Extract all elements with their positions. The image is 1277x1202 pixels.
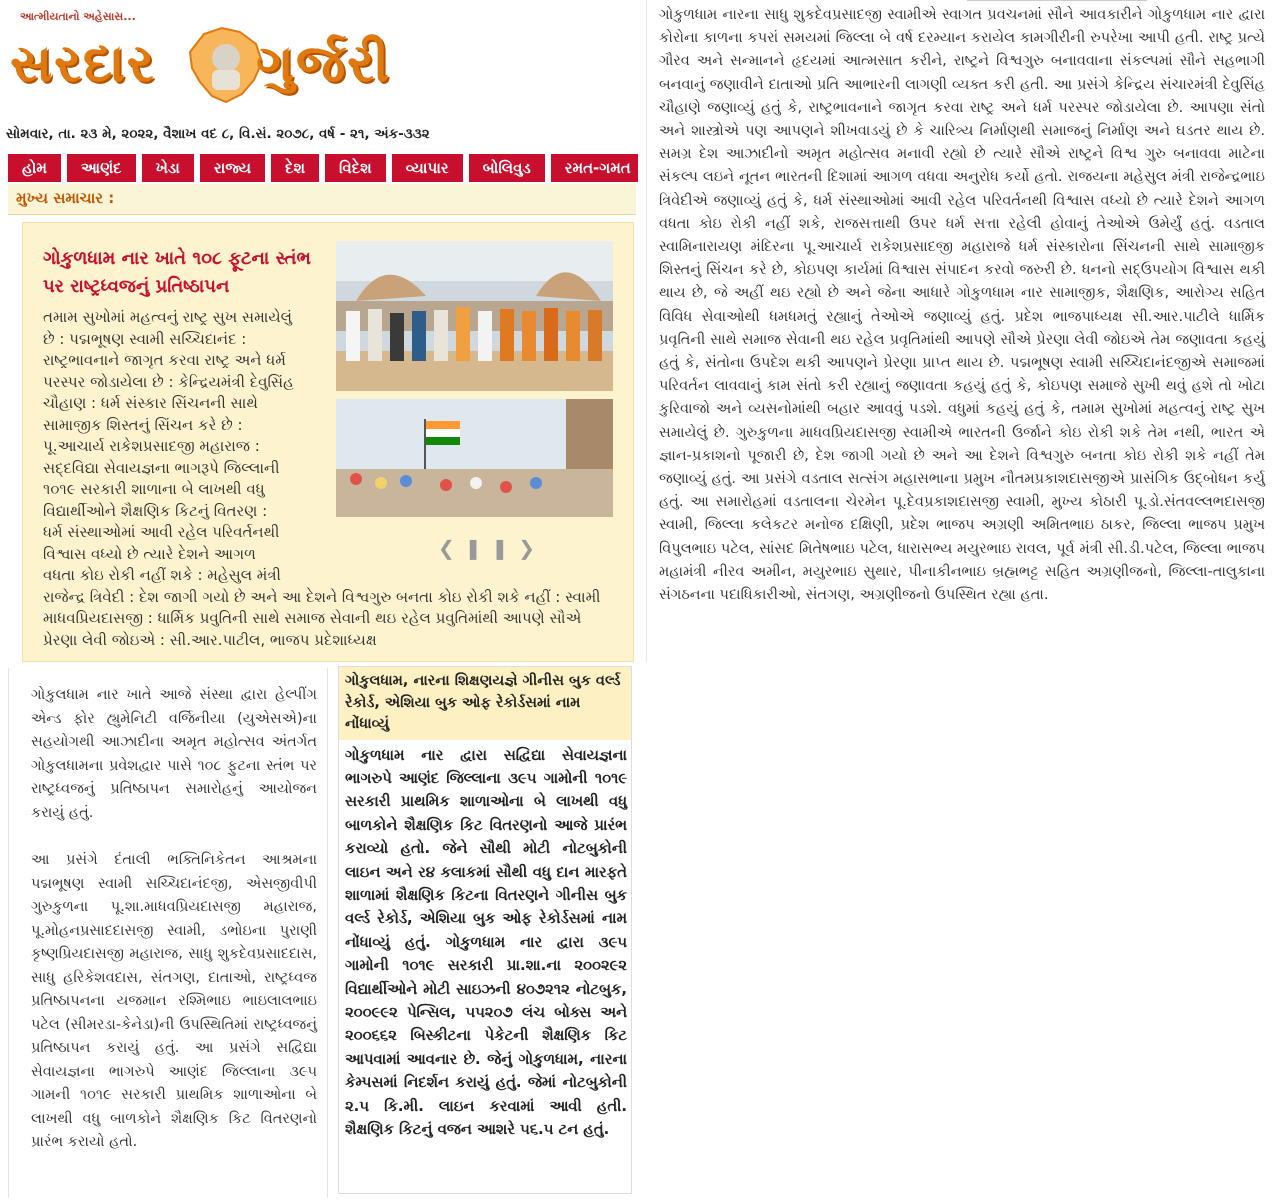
article-paragraph: આ પ્રસંગે દંતાલી ભક્તિનિકેતન આશ્રમના પદ્મભૂષણ સ્વામી સચ્ચિદાનંદજી, એસજીવીપી ગુરુકુળના પૂ.શા.માધવપ્રિયદાસજી મહારાજ, પૂ.મોહનપ્રસાદદાસજી સ્વામી, ડભોઇના પુરાણી કૃષ્ણપ્રિયદાસજી મહારાજ, સાધુ શુકદેવપ્રસાદદાસ, સાધુ હરિકેશવદાસ, સંતગણ, દાતાઓ, રાષ્ટ્રધ્વજ પ્રતિષ્ઠાપનના યજમાન રશ્મિભાઇ ભાઇલાલભાઇ પટેલ (સીમરડા-કેનેડા)ની ઉપસ્થિતિમાં રાષ્ટ્રધ્વજનું પ્રતિષ્ઠાપન કરાયું હતું. આ પ્રસંગે સદ્વિદ્યા સેવાયજ્ઞના ભાગરુપે આણંદ જિલ્લાના ૩૯૫ ગામની ૧૦૧૯ સરકારી પ્રાથમિક શાળાઓના બે લાખથી વધુ બાળકોને શૈક્ષણિક કિટ વિતરણનો પ્રારંભ કરાયો હતો. [31,852,317,1150]
summary-line: પરસ્પર જોડાયેલા છે : કેન્દ્રિયમંત્રી દેવુસિંહ [43,372,294,391]
summary-line: વિશ્વાસ વધ્યો છે ત્યારે દેશને આગળ [43,544,256,563]
pause-icon[interactable]: ❚❚ [464,536,519,560]
article-middle-column [338,666,632,1194]
summary-line: વિદ્યાર્થીઓને શૈક્ષણિક કિટનું વિતરણ : [43,501,268,520]
article-paragraph: ગોકુલધામ નાર ખાતે આજે સંસ્થા દ્વારા હેલ્પીંગ એન્ડ ફોર હ્યુમેનિટી વર્જિનીયા (યુએસએ)ના સહયોગથી આઝાદીના અમૃત મહોત્સવ અંતર્ગત ગોકુલધામના પ્રવેશદ્વાર પાસે ૧૦૮ ફુટના સ્તંભ પર રાષ્ટ્રધ્વજનું પ્રતિષ્ઠાપન સમારોહનું આયોજન કરાયું હતું. [31,687,317,821]
summary-tail: રાજેન્દ્ર ત્રિવેદી : દેશ જાગી ગયો છે અને આ દેશને વિશ્વગુરુ બનતા કોઇ રોકી શકે નહીં : સ્વામી માધવપ્રિયદાસજી : ધાર્મિક પ્રવુતિની સાથે સમાજ સેવાની થઇ રહેલ પ્રવુતિમાંથી આપણે સૌએ પ્રેરણા લેવી જોઇએ : સી.આર.પાટીલ, ભાજપ પ્રદેશાધ્યક્ષ [43,587,601,649]
tagline: આત્મીયતાનો અહેસાસ... [20,10,136,23]
nav-item-world[interactable]: વિદેશ [325,154,386,182]
divider [967,0,1147,1]
summary-line: તમામ સુખોમાં મહત્વનું રાષ્ટ્ર સુખ સમાયેલું [43,308,292,326]
nav-item-anand[interactable]: આણંદ [67,154,136,182]
article-paragraph: ગોકુળધામ નારના સાધુ શુકદેવપ્રસાદજી સ્વામીએ સ્વાગત પ્રવચનમાં સૌને આવકારીને ગોકુળધામ નાર દ્વારા કોરોના કાળના કપરાં સમયમાં જિલ્લા બે વર્ષ દરમ્યાન કરાયેલ કામગીરીની રુપરેખા આપી હતી. રાષ્ટ્ર પ્રત્યે ગૌરવ અને સન્માનને હૃદયમાં આત્મસાત કરીને, રાષ્ટ્રને વિશ્વગુરુ બનાવવાના સંકલ્પમાં સૌને સહભાગી બનવાનું જણાવીને દાતાઓ પ્રતિ આભારની લાગણી વ્યક્ત કરી હતી. આ પ્રસંગે કેન્દ્રિય સંચારમંત્રી દેવુસિંહ ચૌહાણે જણાવ્યું હતું કે, રાષ્ટ્રભાવનાને જાગૃત કરવા રાષ્ટ્ર અને ધર્મ પરસ્પર જોડાયેલા છે. આપણા સંતો અને શાસ્ત્રોએ પણ આપણને શીખવાડયું છે કે ચારિત્ર્ય નિર્માણથી સમાજનું નિર્માણ અને ઘડતર થાય છે. સમગ્ર દેશ આઝાદીનો અમૃત મહોત્સવ મનાવી રહ્યો છે ત્યારે સૌએ રાષ્ટ્રને વિશ્વ ગુરુ બનાવવા માટેના સંકલ્પ લઇને નૂતન ભારતની દિશામાં આગળ વધવા અનુરોધ કર્યો હતો. રાજયના મહેસુલ મંત્રી રાજેન્દ્રભાઇ ત્રિવેદીએ જણાવ્યું હતું કે, ધર્મ સંસ્થાઓમાં આવી રહેલ પરિવર્તનથી વિશ્વાસ વધ્યો છે ત્યારે દેશને આગળ વધતા કોઇ રોકી નહીં શકે, રાજસત્તાથી ઉપર ધર્મ સત્તા રહેલી હોવાનું તેઓએ ઉમેર્યું હતું. વડતાલ સ્વામિનારાયણ મંદિરના પૂ.આચાર્ય રાકેશપ્રસાદજી મહારાજે ધર્મ સંસ્કારોના સિંચનની સાથે સામાજીક શિસ્તનું સિંચન કરે છે, કોઇપણ કાર્યમાં વિશ્વાસ સંપાદન કરવો જરુરી છે. ધનનો સદ્ઉપયોગ વિશ્વાસ થકી થાય છે, જે અહીં થઇ રહ્યો છે અને જેના આધારે ગોકુળધામ નાર સામાજીક, શૈક્ષણિક, આરોગ્ય સહિત વિવિધ સેવાઓથી ધમધમતું રહ્યાનું તેઓએ જણાવ્યું હતું. પ્રદેશ ભાજપાધ્યક્ષ સી.આર.પાટીલે ધાર્મિક પ્રવૃતિની સાથે સમાજ સેવાની થઇ રહેલ પ્રવૃતિમાંથી આપણે સૌએ પ્રેરણા લેવી જોઇએ તેમ જણાવતા કહયું હતું કે, સંતોના ઉપદેશ થકી આપણને પ્રેરણા પ્રાપ્ત થાય છે. પદ્મભૂષણ સ્વામી સચ્ચિદાનંદજીએ સમાજમાં પરિવર્તન લાવવાનું કામ સંતો કરી રહ્યાનું જણાવતા કહયું હતું કે, કોઇપણ સમાજે સુખી થવું હશે તો ખોટા કુરિવાજો અને વ્યસનોમાંથી બહાર આવવું પડશે. વધુમાં કહયું હતું કે, તમામ સુખોમાં મહત્વનું રાષ્ટ્ર સુખ સમાયેલું છે. ગુરુકુળના માધવપ્રિયદાસજી સ્વામીએ ભારતની ઉર્જાને કોઇ રોકી શકે તેમ નથી, ભારત એ જ્ઞાન-પ્રકાશનો પૂજારી છે, દેશ જાગી ગયો છે અને આ દેશને વિશ્વગુરુ બનતા કોઇ રોકી શકે નહીં તેમ જણાવ્યું હતું. આ પ્રસંગે વડતાલ સત્સંગ મહાસભાના પ્રમુખ નૌતમપ્રકાશદાસજીએ પ્રાસંગિક ઉદ્બોધન કર્યુ હતું. આ સમારોહમાં વડતાલના ચેરમેન પૂ.દેવપ્રકાશદાસજી સ્વામી, મુખ્ય કોઠારી પૂ.ડો.સંતવલ્લભદાસજી સ્વામી, જિલ્લા કલેકટર મનોજ દક્ષિણી, પ્રદેશ ભાજપ અગ્રણી અમિતભાઇ ઠાકર, જિલ્લા ભાજપ પ્રમુખ વિપુલભાઇ પટેલ, સાંસદ મિતેષભાઇ પટેલ, ધારાસભ્ય મયુરભાઇ રાવલ, પૂર્વ મંત્રી સી.ડી.પટેલ, જિલ્લા ભાજપ મહામંત્રી નીરવ અમીન, મયુરભાઇ સુથાર, પીનાકીનભાઇ બ્રહ્મભટ્ટ સહિત અગ્રણીજનો, જિલ્લા-તાલુકાના સંગઠનના પદાધિકારીઓ, સંતગણ, અગ્રણીજનો ઉપસ્થિત રહ્યા હતા. [659,7,1265,604]
summary-line: રાષ્ટ્રભાવનાને જાગૃત કરવા રાષ્ટ્ર અને ધર્મ [43,351,286,369]
sub-article-headline[interactable]: ગોકુલધામ, નારના શિક્ષણયજ્ઞે ગીનીસ બુક વર્લ્ડ રેકોર્ડ, એશિયા બુક ઓફ રેકોર્ડસમાં નામ નોંધાવ્યું [339,667,631,740]
section-label: મુખ્ય સમાચાર : [16,189,115,207]
article-left-column [8,668,328,1198]
chevron-right-icon[interactable]: ❯ [518,536,546,560]
nav-item-state[interactable]: રાજ્ય [200,154,265,182]
nav-item-bollywood[interactable]: બોલિવુડ [469,154,545,182]
summary-line: સદ્દવિદ્યા સેવાયજ્ઞના ભાગરૂપે જિલ્લાની [43,458,280,477]
sub-article-body: ગોકુળધામ નાર દ્વારા સદ્વિદ્યા સેવાયજ્ઞના ભાગરુપે આણંદ જિલ્લાના ૩૯૫ ગામોની ૧૦૧૯ સરકારી પ્રાથમિક શાળાઓના બે લાખથી વધુ બાળકોને શૈક્ષણિક કિટ વિતરણનો આજે પ્રારંભ કરાવ્યો હતો. જેને સૌથી મોટી નોટબુકોની લાઇન અને ર૪ કલાકમાં સૌથી વધુ દાન મારફતે શાળામાં શૈક્ષણિક કિટના વિતરણને ગીનીસ બુક વર્લ્ડ રેકોર્ડ, એશિયા બુક ઓફ રેકોર્ડસમાં નામ નોંધાવ્યું હતું. ગોકુળધામ નાર દ્વારા ૩૯૫ ગામોની ૧૦૧૯ સરકારી પ્રા.શા.ના ૨૦૦૨૯૨ વિદ્યાર્થીઓને મોટી સાઇઝની ૪૦૭૨૧૨ નોટબુક, ૨૦૦૯૯૨ પેન્સિલ, ૫૫૨૦૭ લંચ બોક્સ અને ૨૦૦૬૬૨ બિસ્કીટના પેકેટની શૈક્ષણિક કિટ આપવામાં આવનાર છે. જેનું ગોકુળધામ, નારના કેમ્પસમાં નિદર્શન કરાયું હતું. જેમાં નોટબુકોની ૨.૫ કિ.મી. લાઇન કરવામાં આવી હતી. શૈક્ષણિક કિટનું વજન આશરે ૫૬.૫ ટન હતું. [345,746,627,1138]
logo-word-gurjari: ગુર્જરી [256,34,391,94]
section-bar [8,184,636,215]
logo-word-sardar: સરદાર [10,34,156,94]
nav-item-business[interactable]: વ્યાપાર [392,154,463,182]
nav-item-home[interactable]: હોમ [8,154,61,182]
masthead-logo[interactable] [6,4,438,116]
nav-item-country[interactable]: દેશ [271,154,319,182]
main-nav [8,154,638,182]
summary-line: પૂ.આચાર્ય રાકેશપ્રસાદજી મહારાજ : [43,437,260,455]
summary-line: ધર્મ સંસ્થાઓમાં આવી રહેલ પરિવર્તનથી [43,523,280,541]
featured-story [22,222,634,662]
nav-item-sports[interactable]: રમત-ગમત [551,154,638,182]
summary-line: ચૌહાણ : ધર્મ સંસ્કાર સિંચનની સાથે [43,394,258,412]
summary-line: છે : પદ્મભૂષણ સ્વામી સચ્ચિદાનંદ : [43,329,247,348]
article-right-column [646,0,1269,662]
dateline: સોમવાર, તા. ૨૩ મે, ૨૦૨૨, વૈશાખ વદ ૮, વિ.સં. ૨૦૭૮, વર્ષ - ૨૧, અંક-૩૩૨ [6,126,430,142]
featured-headline[interactable]: ગોકુળધામ નાર ખાતે ૧૦૮ ફૂટના સ્તંભ પર રાષ્ટ્રધ્વજનું પ્રતિષ્ઠાપન [43,248,311,297]
chevron-left-icon[interactable]: ❮ [438,536,465,560]
summary-line: સામાજીક શિસ્તનું સિંચન કરે છે : [43,415,243,434]
nav-item-kheda[interactable]: ખેડા [142,154,194,182]
featured-summary [43,307,618,651]
summary-line: વધતા કોઇ રોકી નહીં શકે : મહેસુલ મંત્રી [43,566,281,584]
summary-line: ૧૦૧૯ સરકારી શાળાના બે લાખથી વધુ [43,480,265,498]
